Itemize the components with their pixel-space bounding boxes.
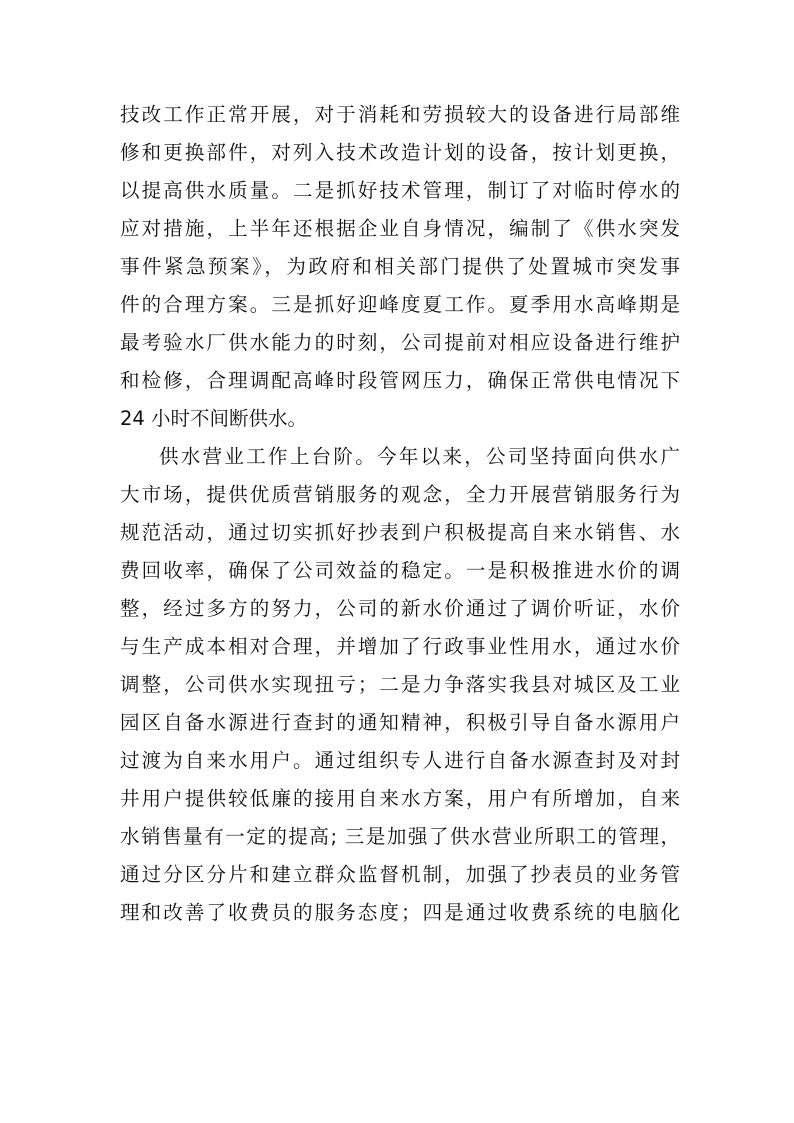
text-line: 修和更换部件，对列入技术改造计划的设备，按计划更换，: [120, 141, 680, 164]
text-line: 大市场，提供优质营销服务的观念，全力开展营销服务行为: [120, 483, 680, 506]
text-line: 最考验水厂供水能力的时刻，公司提前对相应设备进行维护: [120, 331, 680, 354]
text-line: 和检修，合理调配高峰时段管网压力，确保正常供电情况下: [120, 369, 680, 392]
text-line: 技改工作正常开展，对于消耗和劳损较大的设备进行局部维: [120, 103, 680, 126]
text-line: 理和改善了收费员的服务态度；四是通过收费系统的电脑化: [120, 901, 680, 924]
paragraph-first-line: 供水营业工作上台阶。今年以来，公司坚持面向供水广: [159, 445, 680, 468]
text-line: 井用户提供较低廉的接用自来水方案，用户有所增加，自来: [120, 787, 680, 810]
body-text: [120, 96, 680, 932]
text-line: 事件紧急预案》，为政府和相关部门提供了处置城市突发事: [120, 255, 680, 278]
text-line: 费回收率，确保了公司效益的稳定。一是积极推进水价的调: [120, 559, 680, 582]
text-line: 件的合理方案。三是抓好迎峰度夏工作。夏季用水高峰期是: [120, 293, 680, 316]
text-line: 应对措施，上半年还根据企业自身情况，编制了《供水突发: [120, 217, 680, 240]
text-line: 调整，公司供水实现扭亏；二是力争落实我县对城区及工业: [120, 673, 680, 696]
text-line: 24 小时不间断供水。: [120, 407, 308, 430]
text-line: 与生产成本相对合理，并增加了行政事业性用水，通过水价: [120, 635, 680, 658]
text-line: 过渡为自来水用户。通过组织专人进行自备水源查封及对封: [120, 749, 680, 772]
text-line: 规范活动，通过切实抓好抄表到户积极提高自来水销售、水: [120, 521, 680, 544]
text-line: 整，经过多方的努力，公司的新水价通过了调价听证，水价: [120, 597, 680, 620]
text-line: 水销售量有一定的提高; 三是加强了供水营业所职工的管理，: [120, 825, 680, 848]
text-line: 以提高供水质量。二是抓好技术管理，制订了对临时停水的: [120, 179, 680, 202]
text-line: 通过分区分片和建立群众监督机制，加强了抄表员的业务管: [120, 863, 680, 886]
text-line: 园区自备水源进行查封的通知精神，积极引导自备水源用户: [120, 711, 680, 734]
